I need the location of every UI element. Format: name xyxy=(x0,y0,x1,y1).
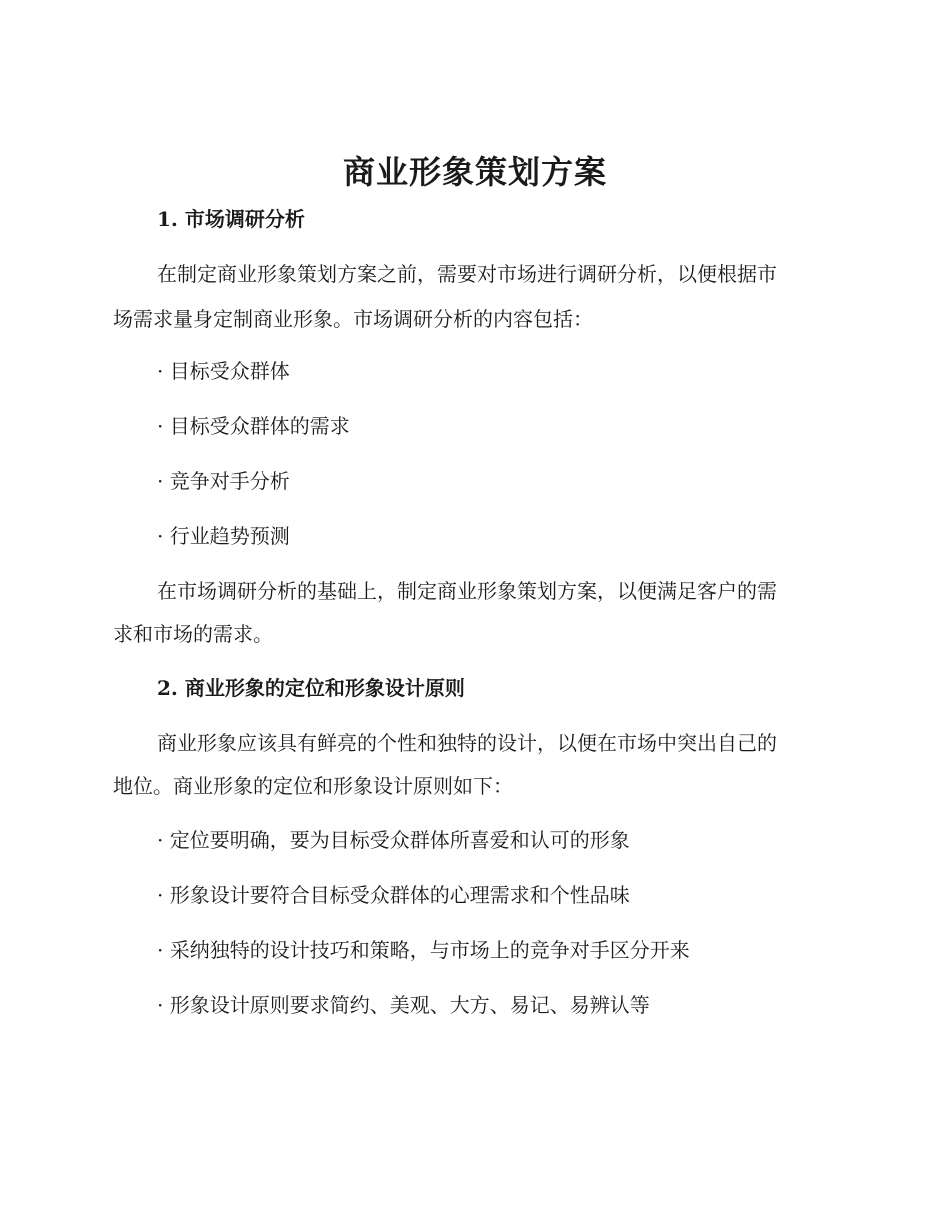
section-2-heading: 2. 商业形象的定位和形象设计原则 xyxy=(157,676,465,700)
section-2-bullet-2: · 形象设计要符合目标受众群体的心理需求和个性品味 xyxy=(157,883,630,907)
section-2-intro-line-1: 商业形象应该具有鲜亮的个性和独特的设计，以便在市场中突出自己的 xyxy=(157,731,777,755)
section-1-bullet-1: · 目标受众群体 xyxy=(157,359,290,383)
document-title: 商业形象策划方案 xyxy=(342,153,607,191)
section-1-bullet-4: · 行业趋势预测 xyxy=(157,524,290,548)
section-2-intro-line-2: 地位。商业形象的定位和形象设计原则如下： xyxy=(113,774,513,798)
section-1-intro-line-1: 在制定商业形象策划方案之前，需要对市场进行调研分析，以便根据市 xyxy=(157,262,777,286)
section-2-bullet-1: · 定位要明确，要为目标受众群体所喜爱和认可的形象 xyxy=(157,828,630,852)
section-1-outro-line-2: 求和市场的需求。 xyxy=(113,622,273,646)
section-1-bullet-2: · 目标受众群体的需求 xyxy=(157,414,350,438)
section-1-bullet-3: · 竞争对手分析 xyxy=(157,469,290,493)
section-1-heading: 1. 市场调研分析 xyxy=(157,207,305,231)
section-1-outro-line-1: 在市场调研分析的基础上，制定商业形象策划方案，以便满足客户的需 xyxy=(157,579,777,603)
section-2-bullet-3: · 采纳独特的设计技巧和策略，与市场上的竞争对手区分开来 xyxy=(157,938,690,962)
section-1-intro-line-2: 场需求量身定制商业形象。市场调研分析的内容包括： xyxy=(113,307,593,331)
section-2-bullet-4: · 形象设计原则要求简约、美观、大方、易记、易辨认等 xyxy=(157,993,650,1017)
